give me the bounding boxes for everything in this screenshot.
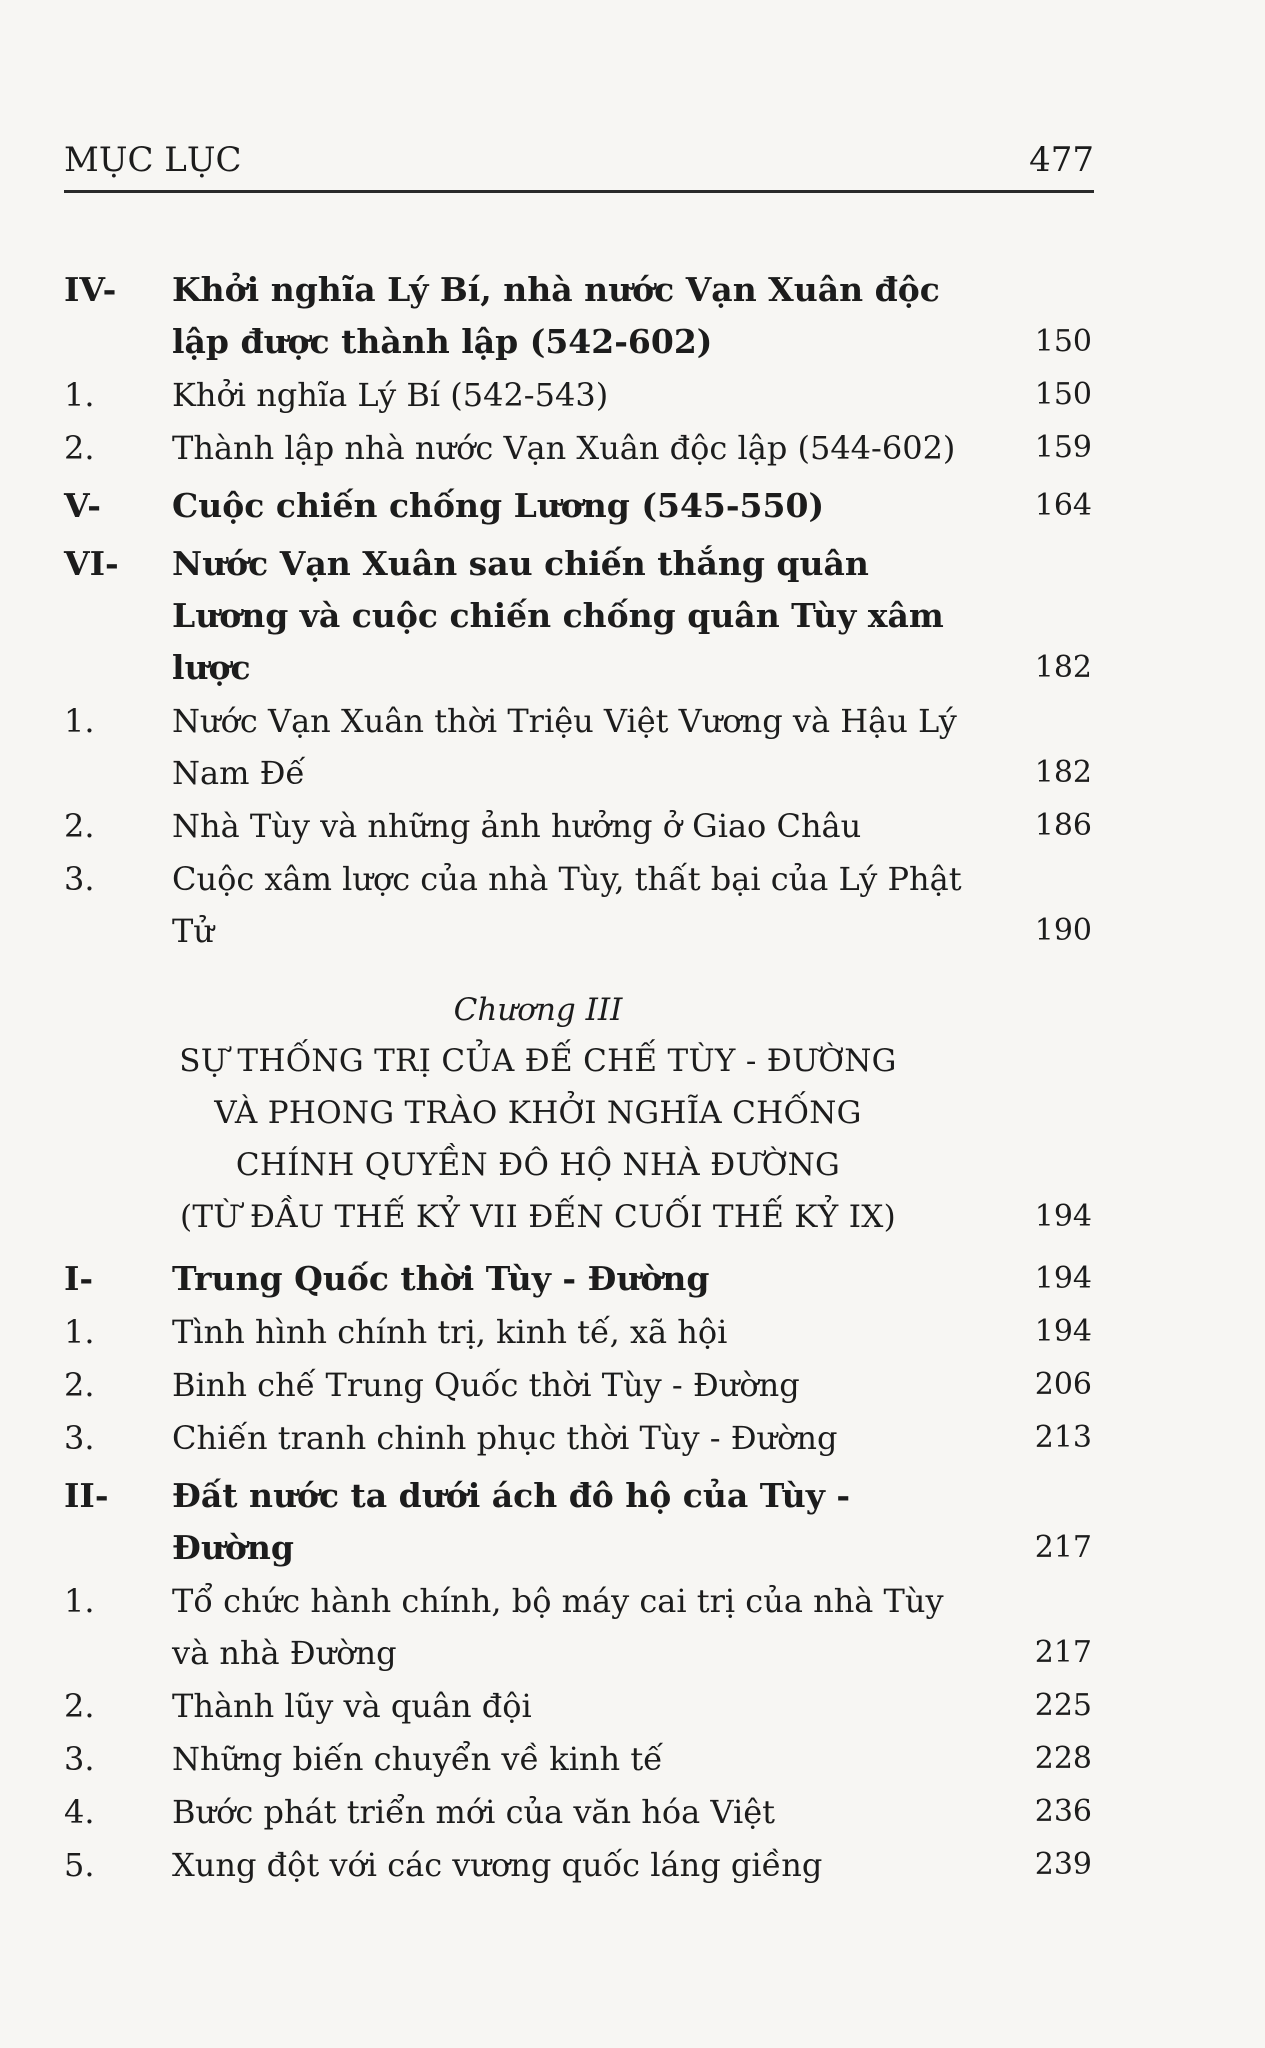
toc-entry[interactable] (64, 1253, 1092, 1305)
toc-entry[interactable] (64, 695, 1092, 799)
table-of-contents (64, 258, 1092, 1892)
entry-title: Khởi nghĩa Lý Bí (542-543) (172, 376, 609, 414)
toc-entry[interactable] (64, 1306, 1092, 1358)
toc-entry[interactable] (64, 1412, 1092, 1464)
entry-page: 194 (1034, 1261, 1092, 1296)
toc-entry[interactable] (64, 1359, 1092, 1411)
toc-entry[interactable] (64, 264, 1092, 368)
entry-page: 206 (1034, 1367, 1092, 1402)
toc-entry[interactable] (64, 1786, 1092, 1838)
chapter-title-line: CHÍNH QUYỀN ĐÔ HỘ NHÀ ĐƯỜNG (235, 1147, 841, 1183)
entry-number: 1. (64, 1582, 95, 1620)
entry-number: 3. (64, 860, 95, 898)
entry-number: I- (64, 1259, 94, 1298)
entry-number: VI- (64, 544, 119, 583)
entry-title: Tình hình chính trị, kinh tế, xã hội (172, 1313, 728, 1351)
entry-title: Chiến tranh chinh phục thời Tùy - Đường (172, 1419, 838, 1457)
entry-title: Cuộc chiến chống Lương (545-550) (172, 486, 825, 525)
entry-title: Xung đột với các vương quốc láng giềng (172, 1846, 823, 1884)
chapter-title-line: VÀ PHONG TRÀO KHỞI NGHĨA CHỐNG (214, 1095, 862, 1131)
entry-number: II- (64, 1476, 109, 1515)
entry-page: 194 (1034, 1314, 1092, 1349)
entry-title: Khởi nghĩa Lý Bí, nhà nước Vạn Xuân độc lập được thành lập (542-602) (172, 270, 940, 361)
entry-number: 2. (64, 807, 95, 845)
page-number: 477 (1029, 140, 1094, 180)
entry-number: 2. (64, 1687, 95, 1725)
entry-title: Thành lập nhà nước Vạn Xuân độc lập (544-602) (172, 429, 956, 467)
chapter-label: Chương III (453, 992, 623, 1028)
toc-entry[interactable] (64, 853, 1092, 957)
toc-entry[interactable] (64, 369, 1092, 421)
running-title: MỤC LỤC (64, 140, 242, 180)
entry-page: 159 (1034, 430, 1092, 465)
entry-page: 236 (1034, 1794, 1092, 1829)
toc-entry[interactable] (64, 1575, 1092, 1679)
entry-number: IV- (64, 270, 117, 309)
toc-block-1 (64, 264, 1092, 957)
page-header (64, 140, 1094, 193)
entry-page: 164 (1034, 488, 1092, 523)
entry-page: 186 (1034, 808, 1092, 843)
entry-number: 2. (64, 1366, 95, 1404)
entry-page: 239 (1034, 1847, 1092, 1882)
chapter-heading-lines (64, 985, 972, 1243)
entry-title: Trung Quốc thời Tùy - Đường (172, 1259, 710, 1298)
entry-title: Những biến chuyển về kinh tế (172, 1740, 663, 1778)
entry-title: Bước phát triển mới của văn hóa Việt (172, 1793, 775, 1831)
entry-page: 213 (1034, 1420, 1092, 1455)
chapter-title-line: SỰ THỐNG TRỊ CỦA ĐẾ CHẾ TÙY - ĐƯỜNG (179, 1043, 897, 1079)
toc-entry[interactable] (64, 422, 1092, 474)
entry-number: 3. (64, 1740, 95, 1778)
toc-entry[interactable] (64, 1839, 1092, 1891)
entry-page: 182 (1034, 755, 1092, 790)
entry-number: 1. (64, 1313, 95, 1351)
entry-number: 1. (64, 376, 95, 414)
entry-page: 190 (1034, 913, 1092, 948)
entry-title: Nước Vạn Xuân sau chiến thắng quân Lương và cuộc chiến chống quân Tùy xâm lược (172, 544, 944, 687)
chapter-page: 194 (1034, 1199, 1092, 1234)
entry-title: Thành lũy và quân đội (172, 1687, 532, 1725)
entry-number: 3. (64, 1419, 95, 1457)
entry-title: Đất nước ta dưới ách đô hộ của Tùy - Đường (172, 1476, 851, 1567)
toc-entry[interactable] (64, 800, 1092, 852)
entry-number: 4. (64, 1793, 95, 1831)
toc-entry[interactable] (64, 1733, 1092, 1785)
chapter-heading[interactable] (64, 985, 1092, 1243)
entry-number: 2. (64, 429, 95, 467)
entry-number: 5. (64, 1846, 95, 1884)
entry-title: Cuộc xâm lược của nhà Tùy, thất bại của Lý Phật Tử (172, 860, 962, 950)
toc-entry[interactable] (64, 1680, 1092, 1732)
entry-page: 228 (1034, 1741, 1092, 1776)
chapter-title-line: (TỪ ĐẦU THẾ KỶ VII ĐẾN CUỐI THẾ KỶ IX) (179, 1199, 896, 1235)
entry-page: 150 (1034, 324, 1092, 359)
entry-number: V- (64, 486, 101, 525)
toc-entry[interactable] (64, 538, 1092, 694)
entry-title: Tổ chức hành chính, bộ máy cai trị của nhà Tùy và nhà Đường (172, 1582, 944, 1672)
entry-page: 182 (1034, 650, 1092, 685)
toc-entry[interactable] (64, 1470, 1092, 1574)
toc-block-2 (64, 1253, 1092, 1891)
entry-number: 1. (64, 702, 95, 740)
entry-page: 217 (1034, 1635, 1092, 1670)
entry-title: Nhà Tùy và những ảnh hưởng ở Giao Châu (172, 807, 862, 845)
toc-entry[interactable] (64, 480, 1092, 532)
entry-title: Binh chế Trung Quốc thời Tùy - Đường (172, 1366, 800, 1404)
entry-title: Nước Vạn Xuân thời Triệu Việt Vương và Hậu Lý Nam Đế (172, 702, 957, 792)
entry-page: 217 (1034, 1530, 1092, 1565)
entry-page: 150 (1034, 377, 1092, 412)
entry-page: 225 (1034, 1688, 1092, 1723)
